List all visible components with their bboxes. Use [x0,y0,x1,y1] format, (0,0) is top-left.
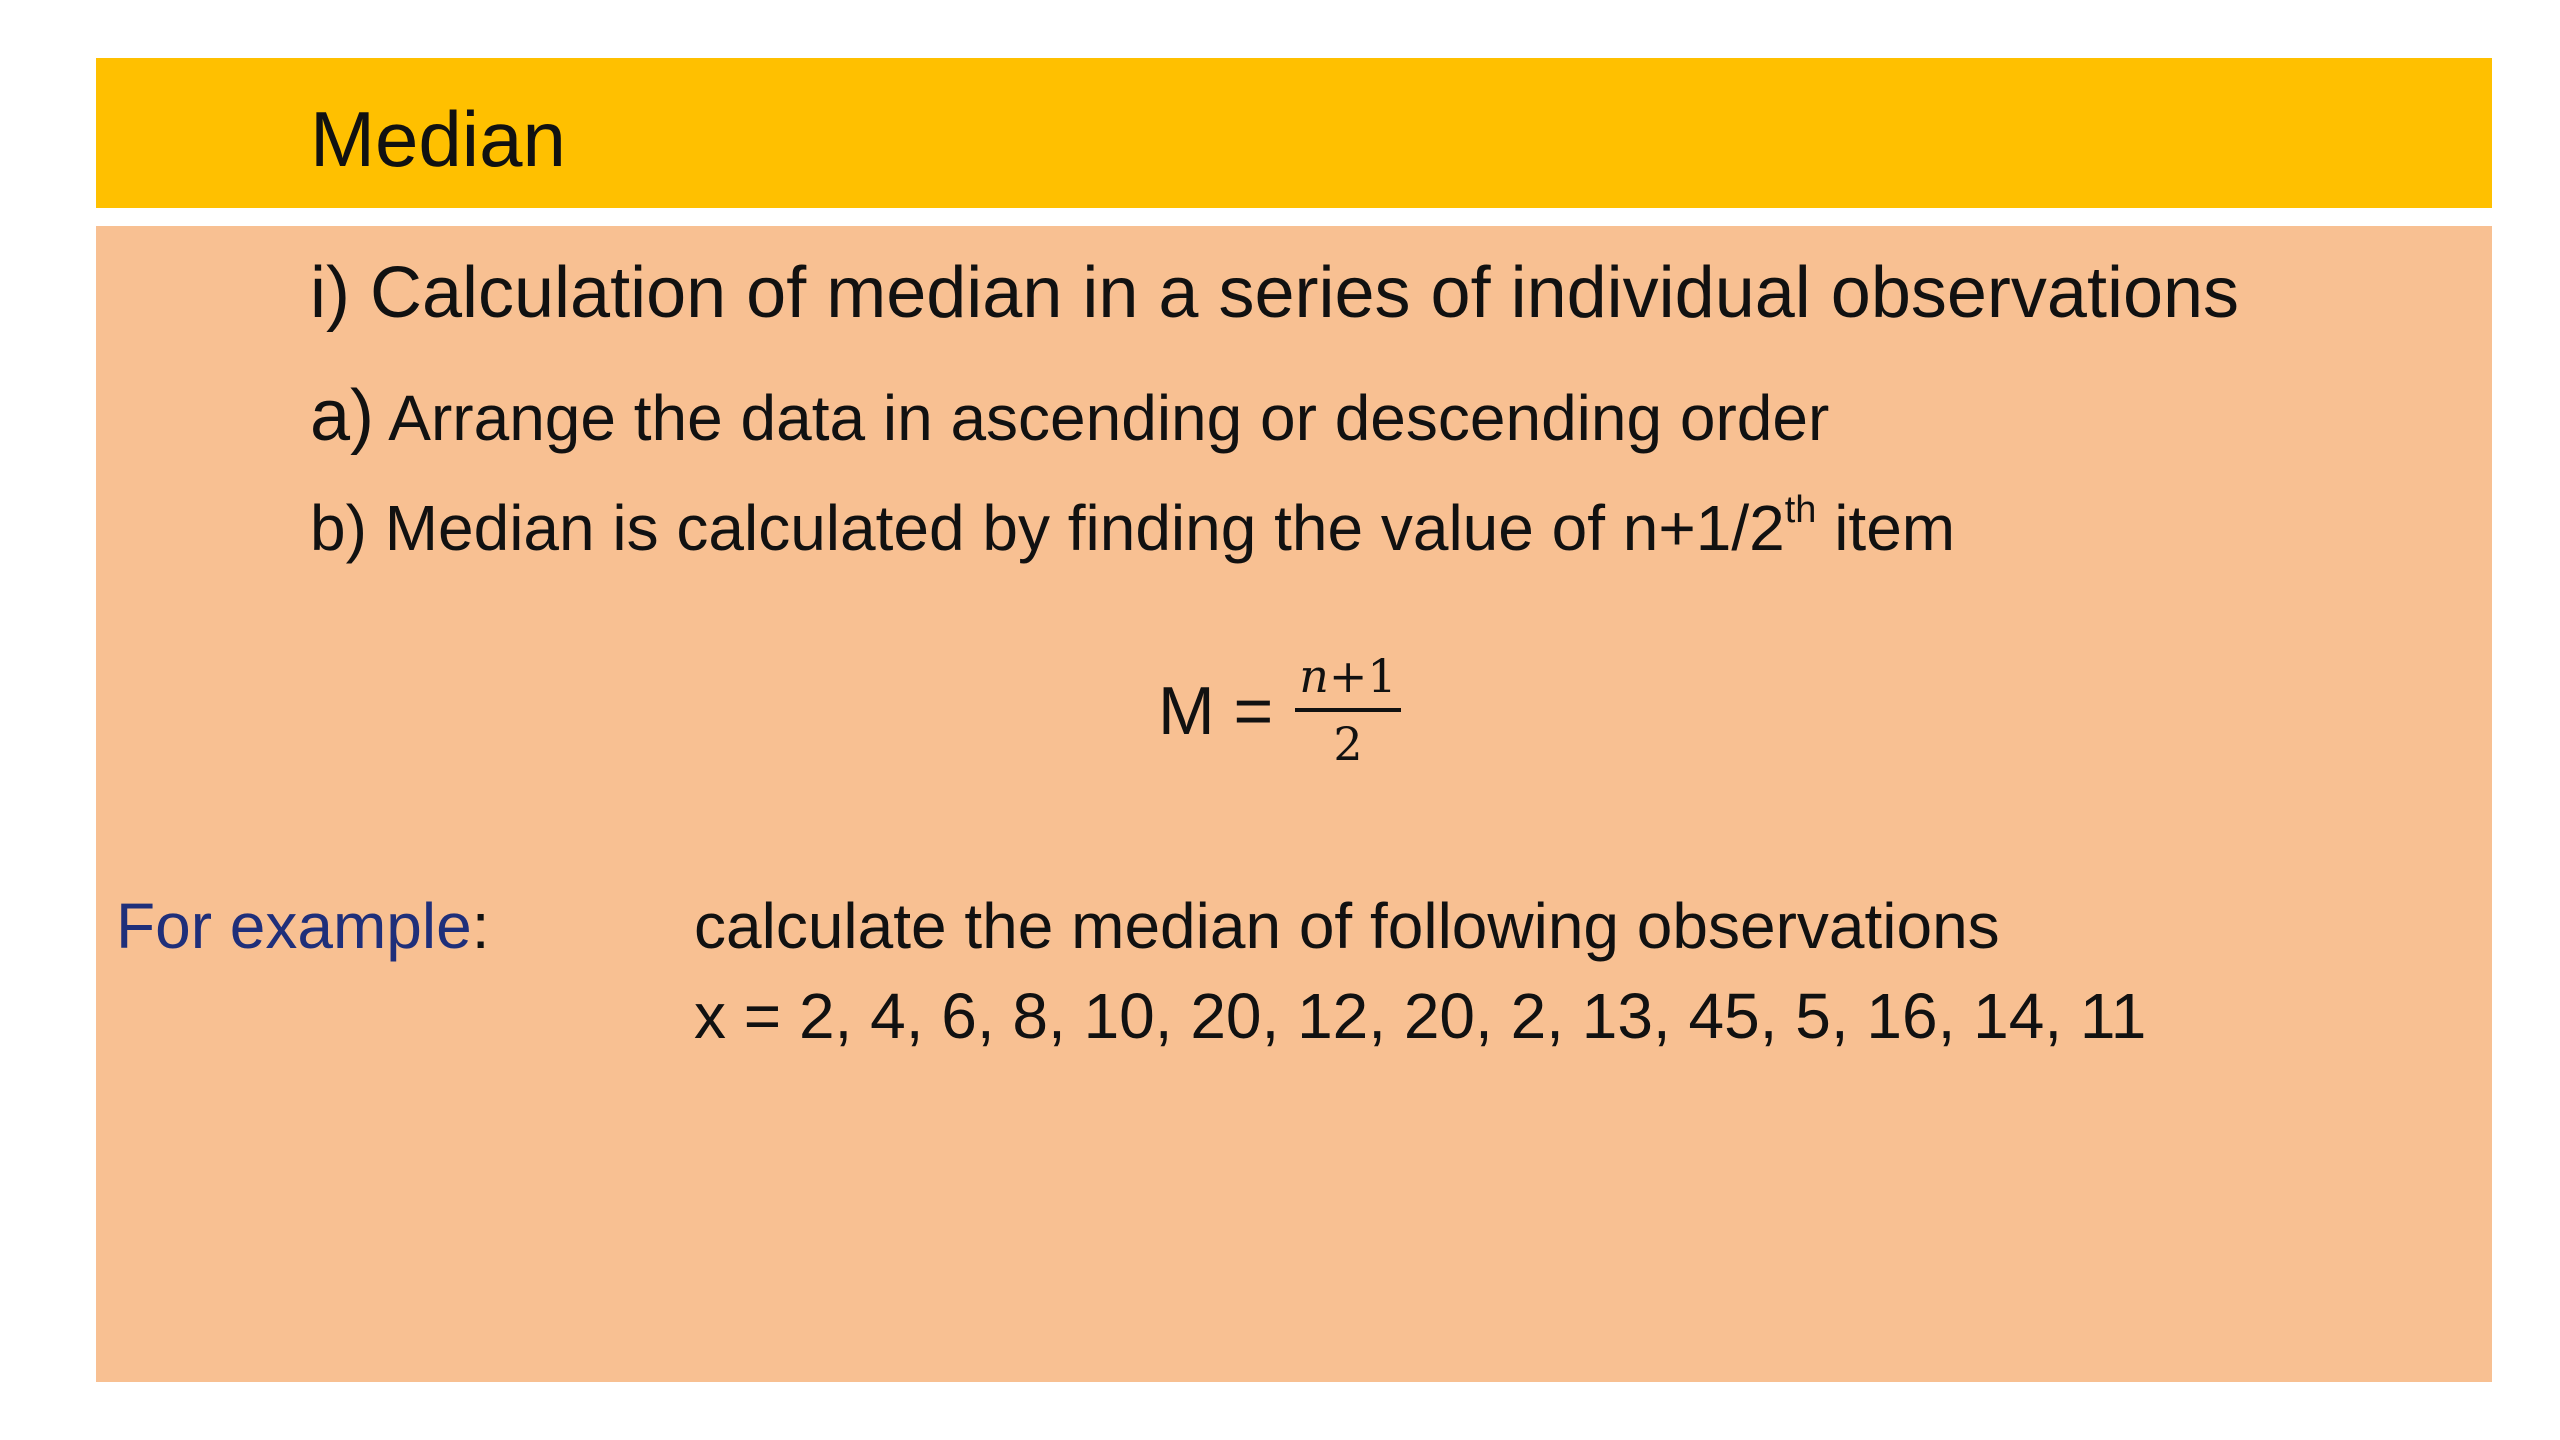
step-a-label: a) [310,376,375,456]
step-a-text: Arrange the data in ascending or descending order [388,382,1830,454]
example-data-line: x = 2, 4, 6, 8, 10, 20, 12, 20, 2, 13, 45, 5, 16, 14, 11 [694,980,2147,1052]
formula-denominator: 2 [1333,717,1363,771]
median-formula [1158,636,1401,786]
formula-numerator [1295,648,1400,712]
formula-numerator-rest: +1 [1328,649,1397,703]
slide-title: Median [310,95,566,183]
formula-lhs: M = [1158,673,1274,749]
section-heading: i) Calculation of median in a series of individual observations [310,253,2240,333]
title-bar [96,58,2492,208]
example-label [116,886,489,966]
formula-numerator-var: n [1299,649,1329,703]
step-b [310,488,1955,568]
step-a [310,376,1829,458]
content-box [96,226,2492,1382]
step-b-text: b) Median is calculated by finding the value of n+1/2 [310,492,1785,564]
example-label-colon: : [471,890,490,962]
formula-fraction [1295,648,1400,774]
step-b-suffix: item [1834,492,1956,564]
example-label-text: For example [116,890,472,962]
step-b-superscript: th [1784,489,1817,531]
example-description: calculate the median of following observations [694,890,2000,962]
